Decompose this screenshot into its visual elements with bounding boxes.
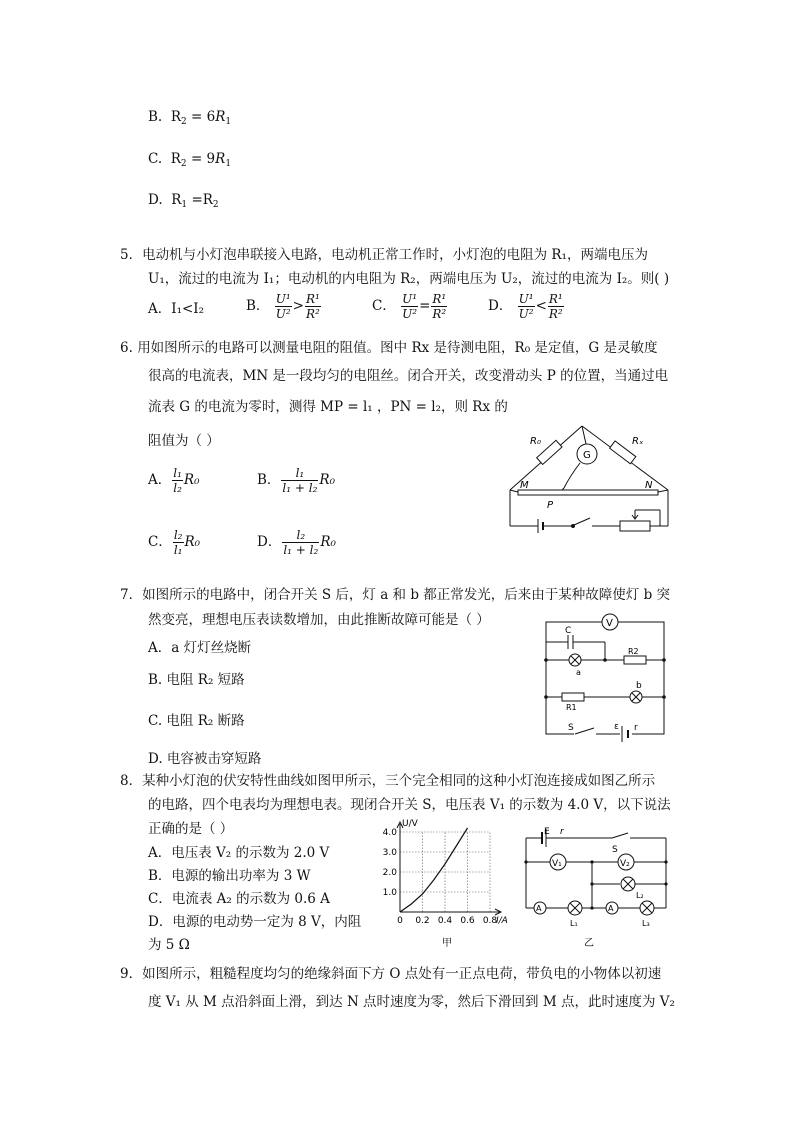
q8-graph-y-label: U/V: [402, 819, 418, 829]
q8-fig-label-v1: V₁: [552, 859, 562, 869]
q6-fig-label-p: P: [547, 500, 554, 511]
q7-option-b: B. 电阻 R₂ 短路: [148, 672, 245, 688]
q8-graph-x-label: I/A: [496, 916, 508, 926]
q8-fig-label-s: S: [612, 845, 618, 855]
q8-fig-label-l1: L₁: [570, 919, 578, 928]
q5-option-a: A．I₁<I₂: [148, 301, 205, 317]
q7-stem-line2: 然变亮，理想电压表读数增加，由此推断故障可能是（ ）: [148, 612, 490, 628]
q6-option-a: A． $\frac{\text{l₁}}{\text{l₂}}$ R₀: [148, 466, 200, 495]
q8-stem-line3: 正确的是（ ）: [148, 821, 234, 837]
q9-stem-line1: 9．如图所示，粗糙程度均匀的绝缘斜面下方 O 点处有一正点电荷，带负电的小物体以初速: [120, 966, 662, 982]
q7-fig-label-c: C: [565, 626, 572, 636]
q8-option-d-line2: 为 5 Ω: [148, 937, 190, 953]
q7-fig-label-b: b: [636, 681, 642, 691]
q5-option-d: D． $\frac{\text{U¹}}{\text{U²}}$ < $\frac{\text{R¹}}{\text{R²}}$: [488, 292, 563, 321]
q8-graph-y-tick-label: 3.0: [382, 848, 397, 858]
q6-stem-line4: 阻值为（ ）: [148, 433, 220, 449]
q7-stem-line1: 7．如图所示的电路中，闭合开关 S 后，灯 a 和 b 都正常发光，后来由于某种故障使灯 b 突: [120, 587, 671, 603]
q4-option-b: B. $R_2 = 6R_1$: [148, 109, 232, 127]
q7-fig-label-v: V: [606, 618, 613, 629]
q8-graph-caption: 甲: [442, 938, 452, 949]
q7-fig-label-e: ε: [614, 722, 619, 732]
q6-fig-label-g: G: [583, 450, 591, 461]
q7-fig-label-a: a: [576, 668, 581, 677]
q7-option-c: C. 电阻 R₂ 断路: [148, 713, 245, 729]
q6-fig-label-r0: R₀: [530, 436, 541, 447]
q7-fig-label-r2: R2: [628, 647, 639, 656]
q6-fig-label-m: M: [520, 480, 529, 491]
q6-fig-label-rx: Rₓ: [632, 436, 644, 447]
q8-fig-label-e: E: [544, 827, 550, 837]
q6-option-b: B． $\frac{\text{l₁}}{\text{l₁ + l₂}}$ R₀: [257, 466, 335, 495]
q6-stem-line2: 很高的电流表，MN 是一段均匀的电阻丝。闭合开关，改变滑动头 P 的位置，当通过电: [148, 368, 669, 384]
q8-graph-x-tick-label: 0: [397, 916, 403, 926]
q8-fig-label-v2: V₂: [620, 859, 630, 869]
q8-fig-label-a1: A: [536, 904, 542, 913]
q8-stem-line1: 8．某种小灯泡的伏安特性曲线如图甲所示，三个完全相同的这种小灯泡连接成如图乙所示: [120, 773, 656, 789]
q8-graph-y-tick-label: 1.0: [382, 888, 397, 898]
q8-option-c: C．电流表 A₂ 的示数为 0.6 A: [148, 891, 330, 907]
q4-option-d: D. $R_1 =R_2$: [148, 192, 219, 210]
q9-stem-line2: 度 V₁ 从 M 点沿斜面上滑，到达 N 点时速度为零，然后下滑回到 M 点，此时速度为 V₂: [148, 994, 675, 1010]
q7-fig-label-r1: R1: [566, 703, 577, 712]
q8-graph-x-tick-label: 0.2: [415, 916, 430, 926]
q8-graph-x-tick-label: 0.6: [460, 916, 475, 926]
q8-fig-label-a2: A: [608, 904, 614, 913]
q7-option-a: A．a 灯灯丝烧断: [148, 640, 252, 656]
q7-fig-label-r: r: [634, 723, 638, 733]
q8-graph-x-tick-label: 0.4: [437, 916, 453, 926]
q7-circuit-figure: [540, 612, 670, 742]
q7-option-d: D. 电容被击穿短路: [148, 751, 262, 767]
q6-stem-line3: 流表 G 的电流为零时，测得 MP = l₁ ，PN = l₂，则 Rx 的: [148, 399, 508, 415]
q5-option-c: C． $\frac{\text{U¹}}{\text{U²}}$ = $\frac{\text{R¹}}{\text{R²}}$: [372, 292, 447, 321]
q8-option-d-line1: D．电源的电动势一定为 8 V，内阻: [148, 914, 362, 930]
q4-option-c: C. $R_2 = 9R_1$: [148, 151, 232, 169]
q6-bridge-circuit-figure: [500, 418, 680, 538]
q8-fig-label-l2: L₂: [636, 891, 644, 900]
q8-option-b: B．电源的输出功率为 3 W: [148, 868, 311, 884]
q8-fig-label-l3: L₃: [642, 919, 650, 928]
q8-circuit-figure: [520, 822, 672, 950]
q6-stem-line1: 6. 用如图所示的电路可以测量电阻的阻值。图中 Rx 是待测电阻，R₀ 是定值，G 是灵敏度: [120, 340, 658, 356]
q8-graph-y-tick-label: 2.0: [382, 868, 397, 878]
q8-fig-caption: 乙: [584, 938, 594, 949]
q6-option-d: D． $\frac{\text{l₂}}{\text{l₁ + l₂}}$ R₀: [257, 528, 336, 557]
q8-stem-line2: 的电路，四个电表均为理想电表。现闭合开关 S，电压表 V₁ 的示数为 4.0 V，以下说法: [148, 797, 671, 813]
q8-graph-y-tick-label: 4.0: [382, 828, 397, 838]
q7-fig-label-s: S: [568, 723, 574, 733]
q8-iv-graph: [374, 818, 516, 950]
q8-graph-curve: [400, 828, 468, 912]
q6-fig-label-n: N: [645, 480, 653, 491]
q5-option-b: B． $\frac{\text{U¹}}{\text{U²}}$ > $\frac{\text{R¹}}{\text{R²}}$: [246, 292, 320, 321]
q6-option-c: C． $\frac{\text{l₂}}{\text{l₁}}$ R₀: [148, 528, 201, 557]
q8-fig-label-r: r: [560, 827, 564, 837]
q8-graph-x-tick-label: 0.8: [482, 916, 498, 926]
q5-stem-line2: U₁，流过的电流为 I₁；电动机的内电阻为 R₂，两端电压为 U₂，流过的电流为 I₂。则( ): [148, 271, 670, 287]
q5-stem-line1: 5．电动机与小灯泡串联接入电路，电动机正常工作时，小灯泡的电阻为 R₁，两端电压为: [120, 247, 648, 263]
q8-option-a: A．电压表 V₂ 的示数为 2.0 V: [148, 845, 330, 861]
